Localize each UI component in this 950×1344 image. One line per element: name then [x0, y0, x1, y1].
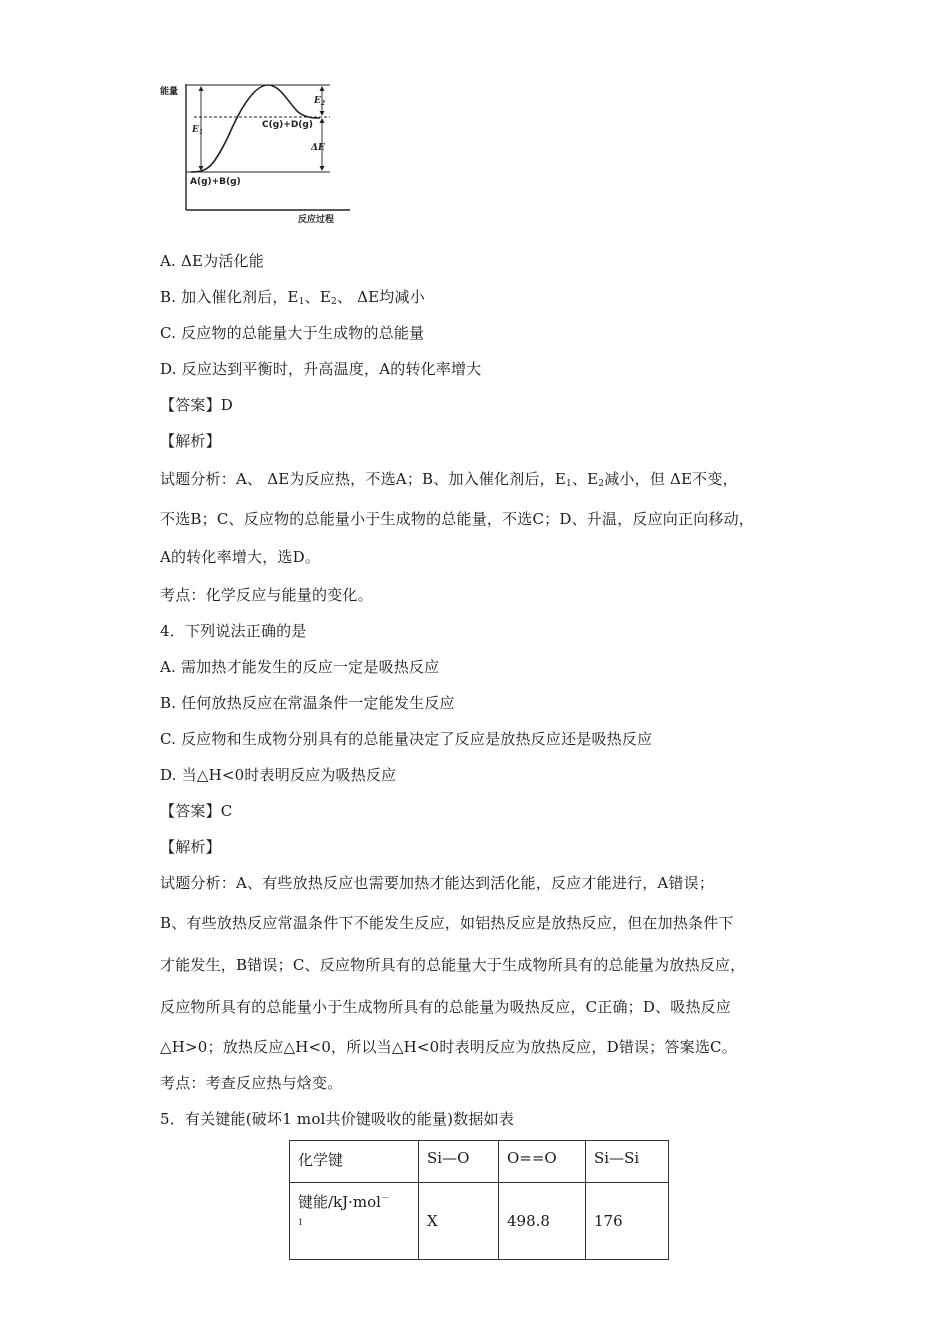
reactants-label: A(g)+B(g)	[190, 177, 241, 187]
table-header-cell: Si—Si	[586, 1141, 669, 1183]
q4-answer: 【答案】C	[160, 802, 233, 820]
q4-analysis-line-4: 反应物所具有的总能量小于生成物所具有的总能量为吸热反应，C正确；D、吸热反应	[160, 998, 732, 1016]
q4-analysis-line-5: △H>0；放热反应△H<0，所以当△H<0时表明反应为放热反应，D错误；答案选C。	[160, 1038, 737, 1056]
e1-label: $E_1$	[192, 125, 204, 136]
delta-e-label: ΔE	[311, 143, 325, 153]
x-axis-label: 反应过程	[298, 215, 335, 225]
q4-analysis-line-1: 试题分析：A、有些放热反应也需要加热才能达到活化能，反应才能进行，A错误；	[160, 874, 715, 892]
q3-analysis-line-1: 试题分析：A、 ΔE为反应热，不选A；B、加入催化剂后，$E_1$、$E_2$减小，但 ΔE不变，	[160, 470, 738, 489]
q3-analysis-line-2: 不选B；C、反应物的总能量小于生成物的总能量，不选C；D、升温，反应向正向移动，	[160, 510, 755, 528]
table-header-cell: 化学键	[290, 1141, 419, 1183]
delta-e-arrowhead-bottom	[320, 166, 325, 171]
table-header-cell: Si—O	[419, 1141, 499, 1183]
products-label: C(g)+D(g)	[262, 120, 313, 130]
q3-option-d: D. 反应达到平衡时，升高温度，A的转化率增大	[160, 360, 482, 378]
table-header-row	[290, 1141, 669, 1183]
q4-analysis-heading: 【解析】	[160, 838, 221, 856]
q3-analysis-heading: 【解析】	[160, 432, 221, 450]
q4-option-b: B. 任何放热反应在常温条件一定能发生反应	[160, 694, 455, 712]
q3-analysis-line-3: A的转化率增大，选D。	[160, 548, 321, 566]
q4-stem: 4．下列说法正确的是	[160, 622, 307, 640]
table-cell: 176	[586, 1183, 669, 1260]
table-cell: X	[419, 1183, 499, 1260]
table-header-cell: O==O	[499, 1141, 586, 1183]
q3-key-point: 考点：化学反应与能量的变化。	[160, 586, 373, 604]
q3-option-c: C. 反应物的总能量大于生成物的总能量	[160, 324, 425, 342]
table-row	[290, 1183, 669, 1260]
table-row-label: 键能/kJ·mol－ 1	[290, 1183, 419, 1260]
q4-key-point: 考点：考查反应热与焓变。	[160, 1074, 343, 1092]
y-axis-label: 能量	[160, 87, 179, 97]
e2-label: $E_2$	[314, 96, 326, 107]
q4-option-a: A. 需加热才能发生的反应一定是吸热反应	[160, 658, 440, 676]
e2-arrowhead-bottom	[320, 111, 325, 116]
delta-e-arrowhead-top	[320, 118, 325, 123]
q3-answer: 【答案】D	[160, 396, 234, 414]
e1-arrowhead-top	[199, 86, 204, 91]
q4-analysis-line-3: 才能发生，B错误；C、反应物所具有的总能量大于生成物所具有的总能量为放热反应，	[160, 956, 746, 974]
energy-diagram-svg	[158, 72, 358, 232]
q3-option-b: B. 加入催化剂后，$E_1$、$E_2$、 ΔE均减小	[160, 288, 425, 307]
q4-option-d: D. 当△H<0时表明反应为吸热反应	[160, 766, 397, 784]
table-cell: 498.8	[499, 1183, 586, 1260]
energy-diagram	[158, 72, 358, 232]
q5-stem: 5．有关键能(破坏1 mol共价键吸收的能量)数据如表	[160, 1110, 515, 1128]
e2-arrowhead-top	[320, 86, 325, 91]
bond-energy-table	[289, 1140, 669, 1260]
q3-option-a: A. ΔE为活化能	[160, 252, 264, 270]
q4-analysis-line-2: B、有些放热反应常温条件下不能发生反应，如铝热反应是放热反应，但在加热条件下	[160, 914, 734, 932]
q4-option-c: C. 反应物和生成物分别具有的总能量决定了反应是放热反应还是吸热反应	[160, 730, 653, 748]
